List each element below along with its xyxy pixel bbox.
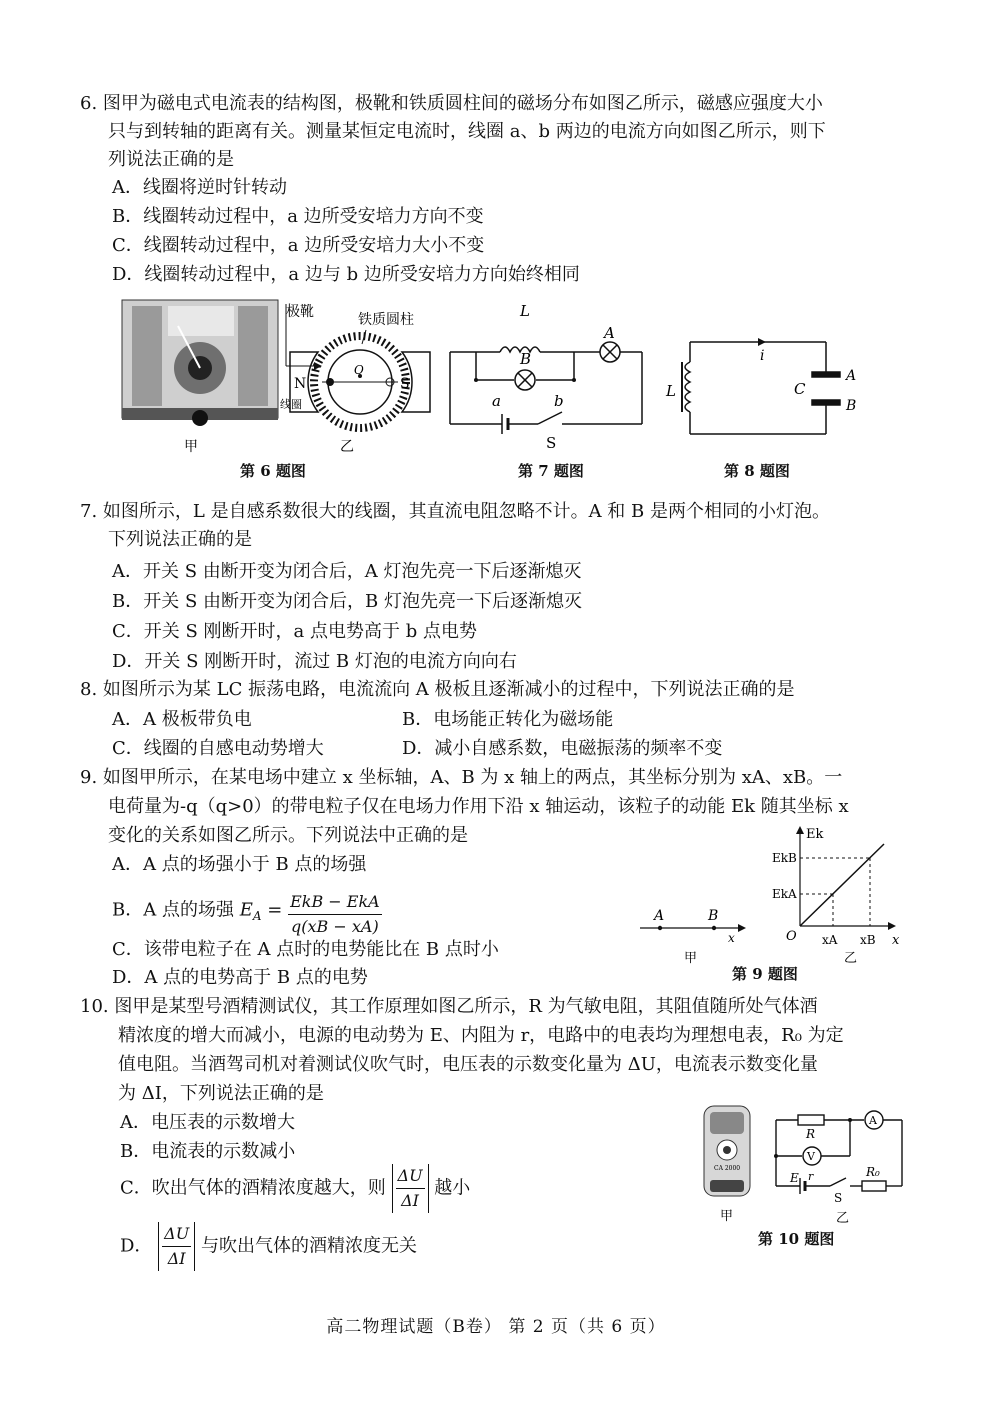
fig9-xb-label: xB [860,933,876,947]
fig8-i-label: i [760,348,765,364]
q9-stem-line-3: 变化的关系如图乙所示。下列说法中正确的是 [108,825,468,846]
fig7-s-label: S [546,434,557,452]
fig6-yi-label: 乙 [340,439,354,455]
fig10-ammeter-label: A [869,1114,877,1127]
q7-option-c: C．开关 S 刚断开时，a 点电势高于 b 点电势 [112,621,477,642]
fig9-x-axis-label-jia: x [728,931,735,945]
fig10-s-label: S [834,1191,843,1205]
fig7-b-point-label: b [554,392,564,410]
q10-option-c-abs [392,1164,429,1213]
q10-option-d-abs [158,1222,195,1271]
fig8-c-label: C [794,380,806,398]
q8-figure-caption: 第 8 题图 [724,462,790,480]
fig6-jia-label: 甲 [184,439,198,455]
q10-option-c-tail: 越小 [434,1177,471,1199]
fig7-a-point-label: a [492,392,501,410]
q7-option-d: D．开关 S 刚断开时，流过 B 灯泡的电流方向向右 [112,651,517,672]
fig9-x-axis-label: x [892,933,900,948]
q10-stem-line-3: 值电阻。当酒驾司机对着测试仪吹气时，电压表的示数变化量为 ΔU，电流表示数变化量 [118,1054,818,1075]
fig10-jia-label: 甲 [720,1209,734,1224]
fig9-a-label: A [654,908,665,924]
q9-option-b [112,886,382,935]
q10-figure [690,1102,910,1226]
fig10-e-label: E [790,1171,799,1185]
q9-formula-num: EkB − EkA [288,890,382,915]
fig6-coil-label: 线圈 [280,398,302,411]
q10-option-d [120,1222,417,1272]
fig9-ekb-label: EkB [772,851,797,865]
fig10-yi-label: 乙 [836,1211,850,1226]
q6-option-c: C．线圈转动过程中，a 边所受安培力大小不变 [112,235,485,256]
fig10-voltmeter-label: V [807,1150,815,1163]
alcohol-tester-device [704,1106,750,1196]
fig9-b-label: B [708,908,719,924]
q10-option-a: A．电压表的示数增大 [120,1112,295,1133]
fig8-l-label: L [666,382,676,400]
q8-option-a: A．A 极板带负电 [112,709,252,730]
q9-figure-caption: 第 9 题图 [732,965,798,983]
q10-option-d-fraction [162,1222,191,1271]
fig7-a-lamp-label: A [604,324,615,342]
q7-stem-line-2: 下列说法正确的是 [108,529,252,550]
q8-option-b: B．电场能正转化为磁场能 [402,709,614,730]
q7-figure-caption: 第 7 题图 [518,462,584,480]
fig7-l-label: L [520,302,530,320]
fig8-b-plate-label: B [846,398,857,414]
q9-option-d: D．A 点的电势高于 B 点的电势 [112,967,368,988]
q10-figure-caption: 第 10 题图 [758,1230,835,1248]
q8-option-c: C．线圈的自感电动势增大 [112,738,324,759]
q8-figure [662,328,872,444]
q9-stem-line-1: 9. 如图甲所示，在某电场中建立 x 坐标轴，A、B 为 x 轴上的两点，其坐标分别为 xA、xB。一 [80,767,843,788]
q7-option-b: B．开关 S 由断开变为闭合后，B 灯泡先亮一下后逐渐熄灭 [112,591,582,612]
q10-option-b: B．电流表的示数减小 [120,1141,296,1162]
page-footer: 高二物理试题（B卷） 第 2 页（共 6 页） [326,1317,666,1337]
q7-circuit [450,342,642,434]
q6-stem-line-1: 6. 图甲为磁电式电流表的结构图，极靴和铁质圆柱间的磁场分布如图乙所示，磁感应强度大小 [80,93,823,114]
q9-figure [636,822,908,966]
q9-formula-lhs-sub: A [252,909,262,924]
q6-option-b: B．线圈转动过程中，a 边所受安培力方向不变 [112,206,484,227]
fig6-cylinder-label: 铁质圆柱 [358,312,414,328]
fig9-jia-label: 甲 [684,951,698,966]
q9-option-b-text: B．A 点的场强 [112,899,234,921]
ammeter-photo [122,300,278,426]
fig9-xa-label: xA [822,933,838,947]
q10-option-d-tail: 与吹出气体的酒精浓度无关 [200,1235,417,1257]
q7-option-a: A．开关 S 由断开变为闭合后，A 灯泡先亮一下后逐渐熄灭 [112,561,582,582]
q6-option-d: D．线圈转动过程中，a 边与 b 边所受安培力方向始终相同 [112,264,580,285]
q7-stem-line-1: 7. 如图所示，L 是自感系数很大的线圈，其直流电阻忽略不计。A 和 B 是两个相同的小灯泡。 [80,501,830,522]
fig6-s-label: S [400,376,410,392]
q7-figure [446,298,646,456]
q10-option-c-den: ΔI [401,1191,419,1210]
q10-stem-line-4: 为 ΔI，下列说法正确的是 [118,1083,324,1104]
q9-option-c: C．该带电粒子在 A 点时的电势能比在 B 点时小 [112,939,499,960]
q6-stem-line-3: 列说法正确的是 [108,149,234,170]
q9-stem-line-2: 电荷量为-q（q>0）的带电粒子仅在电场力作用下沿 x 轴运动，该粒子的动能 Ek 随其坐标 x [108,796,849,817]
fig6-pole-label: 极靴 [286,304,314,320]
fig8-a-plate-label: A [846,368,857,384]
fig9-yi-label: 乙 [844,951,858,966]
q8-option-d: D．减小自感系数，电磁振荡的频率不变 [402,738,723,759]
q9-formula-lhs: E [239,899,253,921]
q9-formula-eq: = [267,899,283,921]
q10-option-c-fraction [396,1164,425,1213]
fig10-device-model-label: CA 2000 [714,1165,741,1172]
fig10-r-label: R [806,1127,816,1141]
q10-option-d-num: ΔU [162,1222,191,1247]
q6-figure [118,296,438,456]
q6-figure-caption: 第 6 题图 [240,462,306,480]
fig9-eka-label: EkA [772,887,797,901]
fig10-r0-label: R₀ [866,1165,880,1179]
q9-formula-fraction [288,890,382,939]
fig6-o-label: O [354,363,364,377]
q10-option-c-text: C．吹出气体的酒精浓度越大，则 [120,1177,386,1199]
q10-option-c [120,1164,470,1214]
q10-option-c-num: ΔU [396,1164,425,1189]
q10-stem-line-1: 10. 图甲是某型号酒精测试仪，其工作原理如图乙所示，R 为气敏电阻，其阻值随所处气体酒 [80,996,818,1017]
fig7-b-label: B [520,350,532,368]
fig6-n-label: N [294,376,307,392]
q10-option-d-text: D． [120,1235,153,1257]
q9-formula-den: q(xB − xA) [291,917,379,936]
fig9-origin-label: O [786,929,797,944]
q10-option-d-den: ΔI [167,1249,186,1268]
fig10-r-internal-label: r [808,1170,814,1183]
q10-stem-line-2: 精浓度的增大而减小，电源的电动势为 E、内阻为 r，电路中的电表均为理想电表，R₀ 为定 [118,1025,844,1046]
q6-stem-line-2: 只与到转轴的距离有关。测量某恒定电流时，线圈 a、b 两边的电流方向如图乙所示，则下 [108,121,826,142]
q9-option-a: A．A 点的场强小于 B 点的场强 [112,854,367,875]
q8-stem: 8. 如图所示为某 LC 振荡电路，电流流向 A 极板且逐渐减小的过程中，下列说法正确的是 [80,679,795,700]
fig9-ek-axis-label: Ek [806,827,824,842]
q6-option-a: A．线圈将逆时针转动 [112,177,287,198]
